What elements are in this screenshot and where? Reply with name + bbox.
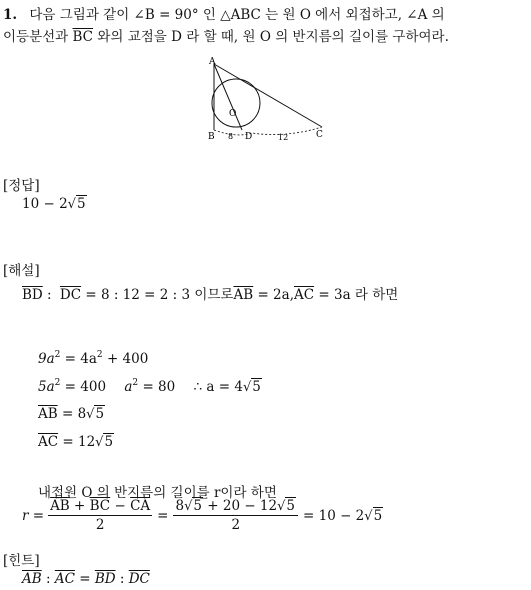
- eq4-root: 5: [104, 434, 114, 450]
- fraction-1-denominator: 2: [95, 517, 105, 533]
- eq3-root: 5: [95, 406, 105, 422]
- label-c: C: [316, 130, 323, 140]
- triangle-figure: [206, 56, 330, 142]
- ratio-ac: $\overline{AC}$: [294, 287, 315, 303]
- fraction-2-numerator: [173, 498, 298, 516]
- equation-4: [38, 434, 114, 450]
- question-line-2: [3, 25, 449, 45]
- question-text-1: 다음 그림과 같이 ∠B = 90° 인 △ABC 는 원 O 에서 외접하고, ∠A 의: [29, 7, 445, 23]
- question-text-2a: 이등분선과: [3, 29, 69, 45]
- radius-formula: [22, 498, 383, 533]
- label-a: A: [209, 57, 216, 67]
- eq1-c: + 400: [106, 351, 149, 367]
- answer-root: 5: [76, 196, 86, 212]
- circle-o: [212, 79, 260, 127]
- sqrt-symbol: √5: [86, 406, 105, 422]
- formula-eq: =: [157, 507, 169, 524]
- num-ca: $\overline{CA}$: [130, 498, 151, 514]
- formula-result: = 10 − 2: [303, 507, 365, 524]
- formula-r: r =: [22, 507, 45, 524]
- eq2-c: a: [124, 379, 133, 395]
- eq1-b: = 4a: [64, 351, 97, 367]
- sqrt-symbol: √5: [277, 498, 295, 514]
- num2-root2: 5: [286, 498, 295, 514]
- eq2-a: 5a: [38, 379, 55, 395]
- eq3-lhs: $\overline{AB}$: [38, 406, 58, 422]
- sqrt-symbol: √5: [364, 507, 383, 524]
- num-ab: $\overline{AB}$: [50, 498, 70, 514]
- eq3-rhs: = 8: [61, 406, 87, 422]
- fraction-1-numerator: [48, 498, 152, 516]
- num-plus: +: [74, 498, 86, 514]
- sqrt-symbol: √5: [242, 379, 261, 395]
- radius-text: 내접원 O 의 반지름의 길이를 r이라 하면: [38, 485, 277, 501]
- hint-ac: $\overline{AC}$: [54, 571, 75, 587]
- label-dc: 12: [278, 133, 289, 142]
- label-b: B: [208, 132, 215, 142]
- ratio-ab: $\overline{AB}$: [233, 287, 254, 303]
- num-minus: −: [114, 498, 126, 514]
- hint-dc: $\overline{DC}$: [128, 571, 150, 587]
- num-bc: $\overline{BC}$: [89, 498, 111, 514]
- eq2-root: 5: [252, 379, 261, 395]
- ratio-colon: :: [47, 287, 52, 303]
- result-root: 5: [373, 507, 383, 524]
- eq2-d: = 80: [142, 379, 176, 395]
- sqrt-symbol: √5: [67, 196, 86, 212]
- ratio-line: [22, 283, 398, 303]
- equation-2: $5a^2 = 400$ $a^2 = 80$ ∴ a = 4√5: [38, 378, 261, 395]
- answer-value: [22, 196, 87, 212]
- hint-eq: =: [79, 571, 91, 587]
- hint-formula: [22, 571, 150, 587]
- hint-bd: $\overline{BD}$: [94, 571, 116, 587]
- question-bc: $\overline{BC}$: [72, 29, 94, 45]
- answer-value-text: 10 − 2: [22, 196, 68, 212]
- label-d: D: [245, 132, 253, 142]
- hint-ab: $\overline{AB}$: [22, 571, 42, 587]
- num2-root: 5: [193, 498, 202, 514]
- hint-colon-2: :: [119, 571, 125, 587]
- num2-b: + 20 − 12: [207, 498, 278, 514]
- num2-a: 8: [175, 498, 185, 514]
- fraction-2-denominator: 2: [231, 517, 241, 533]
- label-o: O: [229, 109, 237, 119]
- eq1-a: 9a: [38, 351, 55, 367]
- question-number: 1.: [3, 7, 18, 23]
- sqrt-symbol: √5: [184, 498, 202, 514]
- hint-header: [힌트]: [3, 553, 40, 569]
- fraction-2: [173, 498, 298, 533]
- eq4-rhs: = 12: [62, 434, 96, 450]
- ratio-dc: $\overline{DC}$: [59, 287, 82, 303]
- hint-colon-1: :: [45, 571, 51, 587]
- equation-1: $9a^2 = 4a^2 + 400$: [38, 350, 149, 367]
- label-bd: 8: [228, 132, 234, 141]
- fraction-1: [48, 498, 152, 533]
- answer-header: [정답]: [3, 178, 40, 194]
- eq2-e: ∴ a = 4: [193, 379, 243, 395]
- equation-3: [38, 406, 105, 422]
- eq4-lhs: $\overline{AC}$: [38, 434, 59, 450]
- eq2-b: = 400: [64, 379, 107, 395]
- ratio-eq1: = 2a,: [257, 287, 294, 303]
- ratio-bd: $\overline{BD}$: [22, 287, 43, 303]
- bisector-ad: [214, 64, 242, 130]
- question-text-2b: 와의 교점을 D 라 할 때, 원 O 의 반지름의 길이를 구하여라.: [97, 29, 449, 45]
- explanation-header: [해설]: [3, 263, 40, 279]
- ratio-eq2: = 3a 라 하면: [318, 287, 399, 303]
- ratio-rest: = 8 : 12 = 2 : 3 이므로: [85, 287, 234, 303]
- sqrt-symbol: √5: [95, 434, 114, 450]
- question-line-1: [3, 3, 445, 23]
